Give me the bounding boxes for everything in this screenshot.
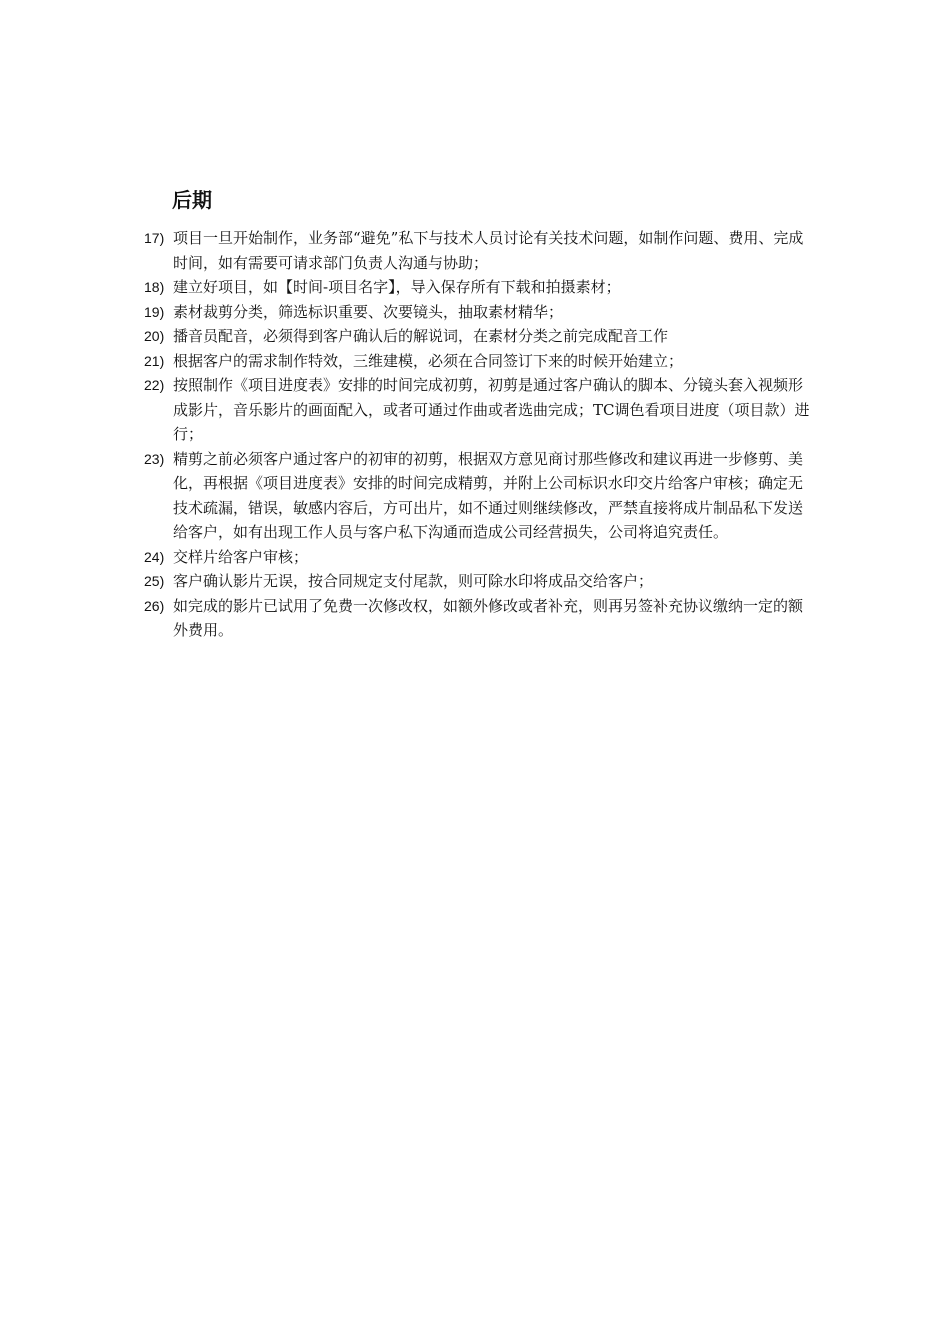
item-text: 项目一旦开始制作，业务部“避免”私下与技术人员讨论有关技术问题，如制作问题、费用、完成时间，如有需要可请求部门负责人沟通与协助； [173,229,804,272]
item-number: 18) [144,279,165,295]
list-item [136,447,816,545]
list-item [136,569,816,594]
list-item [136,594,816,643]
list-item [136,226,816,275]
list-item [136,373,816,447]
item-text: 根据客户的需求制作特效，三维建模，必须在合同签订下来的时候开始建立； [173,351,684,370]
section-title: 后期 [172,188,212,212]
list-item [136,349,816,374]
item-text: 播音员配音，必须得到客户确认后的解说词，在素材分类之前完成配音工作 [173,327,669,345]
item-number: 20) [144,328,165,344]
item-number: 21) [144,352,165,369]
item-text: 交样片给客户审核； [173,547,309,566]
item-text: 按照制作《项目进度表》安排的时间完成初剪，初剪是通过客户确认的脚本、分镜头套入视频形成影片，音乐影片的画面配入，或者可通过作曲或者选曲完成；TC调色看项目进度（项目款）进行； [173,376,810,443]
item-text: 建立好项目，如【时间-项目名字】，导入保存所有下载和拍摄素材； [173,278,621,296]
item-number: 24) [144,548,165,565]
item-number: 25) [144,573,165,589]
item-number: 23) [144,450,165,467]
item-text: 精剪之前必须客户通过客户的初审的初剪，根据双方意见商讨那些修改和建议再进一步修剪、美化，再根据《项目进度表》安排的时间完成精剪，并附上公司标识水印交片给客户审核；确定无技术疏漏，错误，敏感内容后，方可出片，如不通过则继续修改，严禁直接将成片制品私下发送给客户，如有出现工作人员与客户私下沟通而造成公司经营损失，公司将追究责任。 [173,449,804,541]
item-number: 26) [144,597,165,614]
item-number: 19) [144,303,165,320]
item-text: 素材裁剪分类，筛选标识重要、次要镜头，抽取素材精华； [173,302,564,321]
numbered-list [136,226,816,643]
list-item [136,324,816,349]
list-item [136,275,816,300]
item-text: 客户确认影片无误，按合同规定支付尾款，则可除水印将成品交给客户； [173,572,654,590]
item-text: 如完成的影片已试用了免费一次修改权，如额外修改或者补充，则再另签补充协议缴纳一定的额外费用。 [173,596,804,639]
item-number: 22) [144,377,165,393]
list-item [136,545,816,570]
item-number: 17) [144,230,165,246]
list-item [136,300,816,325]
